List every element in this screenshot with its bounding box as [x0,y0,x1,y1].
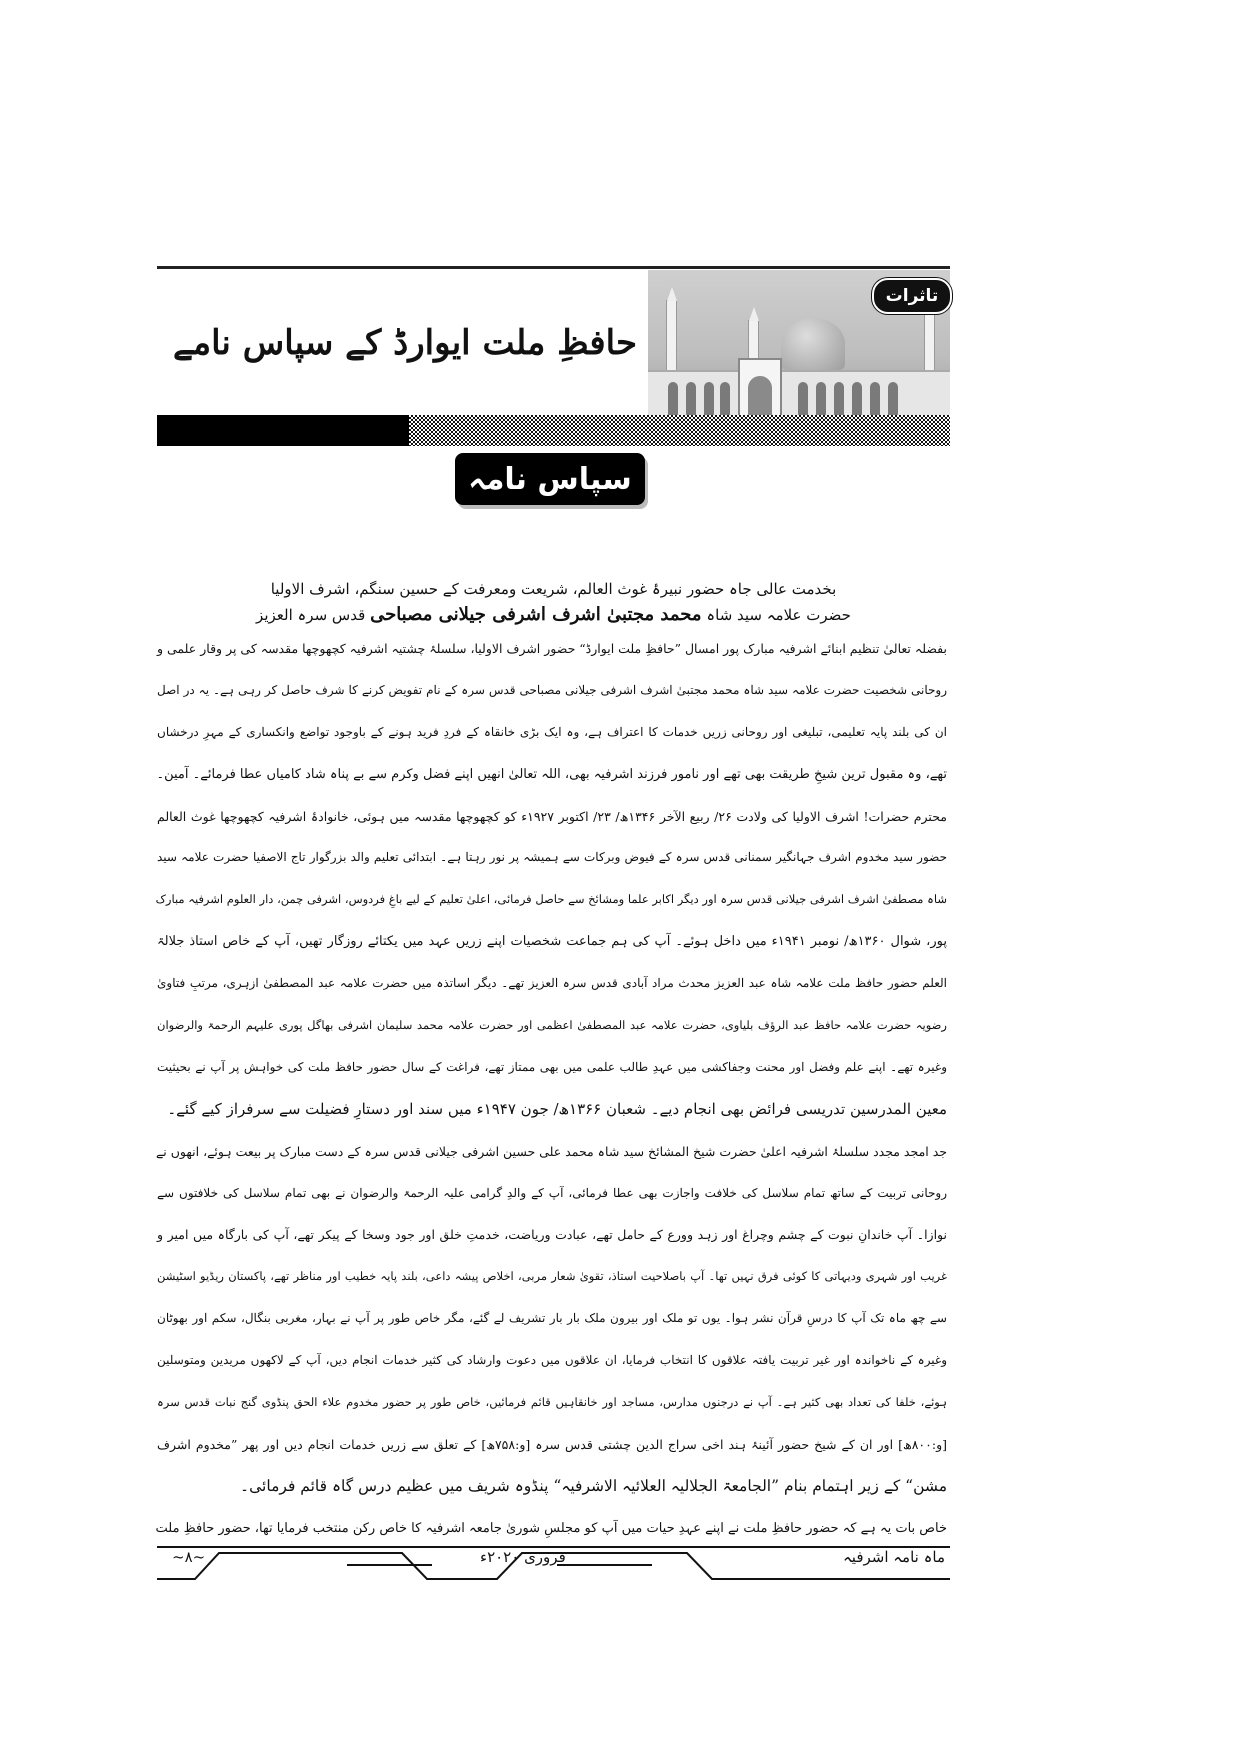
body-line: معین المدرسین تدریسی فرائض بھی انجام دیے۔ شعبان ۱۳۶۶ھ/ جون ۱۹۴۷ء میں سند اور دستارِ فضیلت سے سرفراز کیے گئے۔ [167,1099,947,1118]
body-line: شاہ مصطفیٰ اشرف اشرفی جیلانی قدس سرہ اور دیگر اکابر علما ومشائخ سے حاصل فرمائی، اعلیٰ تعلیم کے لیے باغِ فردوس، اشرفی چمن، دار العلوم اشرفیہ مبارک [155,892,947,907]
body-line: العلم حضور حافظ ملت علامہ شاہ عبد العزیز محدث مراد آبادی قدس سرہ العزیز تھے۔ دیگر اساتذہ میں حضرت علامہ عبد المصطفیٰ ازہری، مرتبِ فتاویٰ [157,976,947,991]
dedication-prefix: حضرت علامہ سید شاہ [706,606,851,624]
dome [781,318,845,370]
body-line: [و:۸۰۰ھ] اور ان کے شیخ حضور آئینۂ ہند اخی سراج الدین چشتی قدس سرہ [و:۷۵۸ھ] کے تعلق سے زریں خدمات انجام دیں اور پھر ”مخدوم اشرف [157,1436,947,1452]
body-line: روحانی شخصیت حضرت علامہ سید شاہ محمد مجتبیٰ اشرف اشرفی جیلانی مصباحی قدس سرہ کے نام تفویض کرنے کا شرف حاصل کر رہی ہے۔ یہ در اصل [157,682,947,697]
arch [834,382,844,416]
arch [720,382,730,416]
dedication-line-2 [157,604,950,625]
body-line: حضور سید مخدوم اشرف جہانگیر سمنانی قدس سرہ کے فیوض وبرکات سے ہمیشہ پر نور رہتا ہے۔ ابتدائی تعلیم والد بزرگوار تاج الاصفیا حضرت علامہ سید [157,850,947,865]
body-line: وغیرہ تھے۔ اپنے علم وفضل اور محنت وجفاکشی میں عہدِ طالب علمی میں بھی ممتاز تھے، فراغت کے سال حضور حافظ ملت کی خواہش پر آپ نے بحیثیت [157,1059,947,1074]
gate [738,358,782,416]
arch [852,382,862,416]
body-line: غریب اور شہری ودیہاتی کا کوئی فرق نہیں تھا۔ آپ باصلاحیت استاذ، تقویٰ شعار مربی، اخلاص پیشہ داعی، بلند پایہ خطیب اور مناظر تھے، پاکستان ریڈیو اسٹیشن [157,1269,947,1284]
body-line: محترم حضرات! اشرف الاولیا کی ولادت ۲۶/ ربیع الآخر ۱۳۴۶ھ/ ۲۳/ اکتوبر ۱۹۲۷ء کو کچھوچھا مقدسہ میں ہوئی، خانوادۂ اشرفیہ کچھوچھا غوث العالم [157,808,947,824]
body-line: جد امجد مجدد سلسلۂ اشرفیہ اعلیٰ حضرت شیخ المشائخ سید شاہ محمد علی حسین اشرفی جیلانی قدس سرہ کے دست مبارک پر بیعت ہوئے، انھوں نے [155,1143,947,1159]
issue-date: فروری ۲۰۲۰ء [480,1548,566,1566]
arch [686,382,696,416]
arch [798,382,808,416]
body-line: پور، شوال ۱۳۶۰ھ/ نومبر ۱۹۴۱ء میں داخل ہوئے۔ آپ کی ہم جماعت شخصیات اپنے زریں عہد میں یکتائے روزگار تھیں، آپ کے خاص استاذ جلالۃ [157,934,947,950]
body-line: وغیرہ کے ناخواندہ اور غیر تربیت یافتہ علاقوں کا انتخاب فرمایا، ان علاقوں میں دعوت وارشاد کی کثیر خدمات انجام دیں، آپ کے لاکھوں مریدین ومتوسلین [157,1353,948,1368]
arch [704,382,714,416]
arch [668,382,678,416]
arch [816,382,826,416]
body-line: رضویہ حضرت علامہ حافظ عبد الرؤف بلیاوی، حضرت علامہ عبد المصطفیٰ اعظمی اور حضرت علامہ محمد سلیمان اشرفی بھاگل پوری علیہم الرحمۃ والرضوان [157,1018,947,1033]
dedication-suffix: قدس سرہ العزیز [256,606,366,624]
body-line: تھے، وہ مقبول ترین شیخِ طریقت بھی تھے اور نامور فرزند اشرفیہ بھی، اللہ تعالیٰ انھیں اپنے فضل وکرم سے بے پناہ شاد کامیاں عطا فرمائے۔ آمین۔ [156,766,947,782]
body-line: ان کی بلند پایہ تعلیمی، تبلیغی اور روحانی زریں خدمات کا اعتراف ہے، وہ ایک بڑی خانقاہ کے فردِ فرید ہونے کے باوجود تواضع وانکساری کے مہرِ درخشاں [157,724,947,739]
arch [888,382,898,416]
body-line: مشن“ کے زیر اہتمام بنام ”الجامعۃ الجلالیہ العلائیہ الاشرفیہ“ پنڈوہ شریف میں عظیم درس گاہ قائم فرمائی۔ [240,1476,947,1495]
decorative-pattern [409,415,950,446]
body-line: روحانی تربیت کے ساتھ تمام سلاسل کی خلافت واجازت بھی عطا فرمائی، آپ کے والدِ گرامی علیہ الرحمۃ والرضوان نے بھی تمام سلاسل کی خلافتوں سے [157,1185,947,1200]
category-badge: تاثرات [872,278,952,314]
dedication-name: محمد مجتبیٰ اشرف اشرفی جیلانی مصباحی [370,604,702,625]
dedication-line-1: بخدمت عالی جاہ حضور نبیرۂ غوث العالم، شریعت ومعرفت کے حسین سنگم، اشرف الاولیا [270,580,837,598]
top-rule [157,266,950,269]
article-body [157,628,947,1550]
body-line: سے چھ ماہ تک آپ کا درسِ قرآن نشر ہوا۔ یوں تو ملک اور بیرون ملک بار بار تشریف لے گئے، مگر خاص طور پر آپ نے بہار، مغربی بنگال، سکم اور بھوٹان [157,1311,947,1326]
body-line: بفضلہ تعالیٰ تنظیم ابنائے اشرفیہ مبارک پور امسال ”حافظِ ملت ایوارڈ“ حضور اشرف الاولیا، سلسلۂ چشتیہ اشرفیہ کچھوچھا مقدسہ کی پر وقار علمی و [157,641,947,656]
page-title: حافظِ ملت ایوارڈ کے سپاس نامے [172,323,638,363]
body-line: ہوئے، خلفا کی تعداد بھی کثیر ہے۔ آپ نے درجنوں مدارس، مساجد اور خانقاہیں قائم فرمائیں، خاص طور پر حضور مخدوم علاء الحق پنڈوی گنج نبات قدس سرہ [157,1395,947,1410]
arch [870,382,880,416]
page-number: ~۸~ [172,1548,206,1566]
section-heading: سپاس نامہ [455,453,645,505]
magazine-name: ماہ نامہ اشرفیہ [843,1548,945,1566]
decorative-bar [157,415,409,446]
body-line: خاص بات یہ ہے کہ حضور حافظِ ملت نے اپنے عہدِ حیات میں آپ کو مجلسِ شوریٰ جامعہ اشرفیہ کا خاص رکن منتخب فرمایا تھا، حضور حافظِ ملت [155,1520,947,1536]
body-line: نوازا۔ آپ خاندانِ نبوت کے چشم وچراغ اور زہد وورع کے حامل تھے، عبادت وریاضت، خدمتِ خلق اور جود وسخا کے پیکر تھے، آپ کی بارگاہ میں امیر و [157,1227,947,1243]
